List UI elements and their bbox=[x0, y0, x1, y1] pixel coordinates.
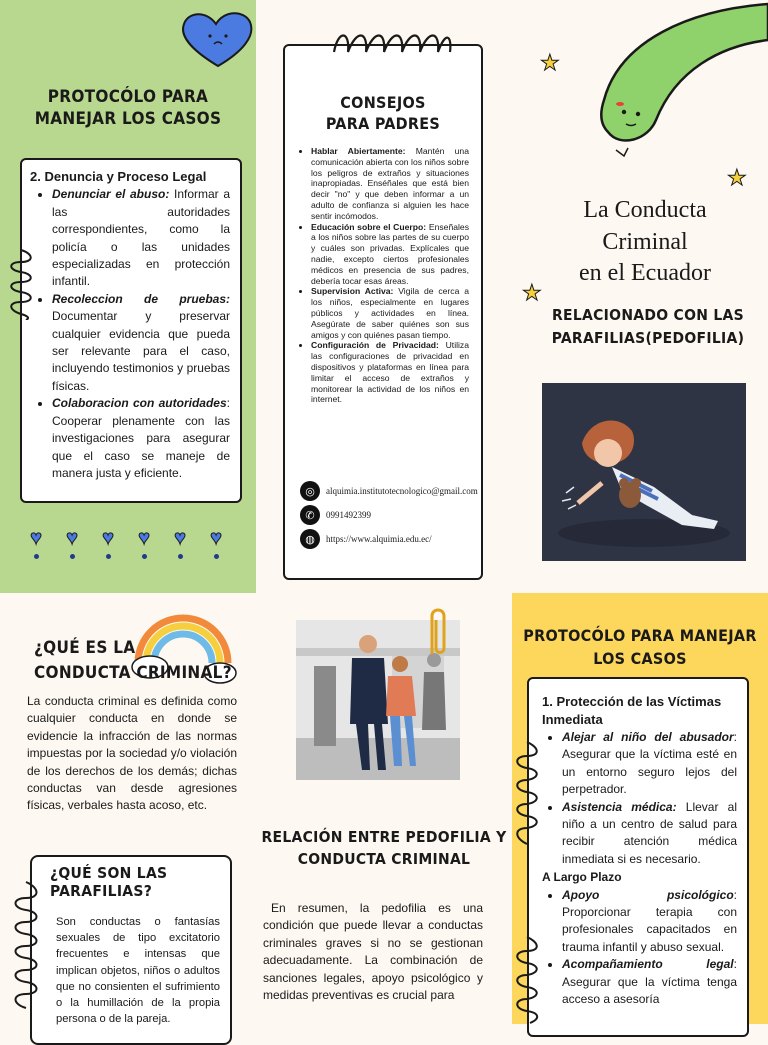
que-es-title-line1: ¿QUÉ ES LA bbox=[34, 638, 136, 658]
instagram-icon: ◎ bbox=[300, 481, 320, 501]
list-item: • Denunciar el abuso: Informar a las autoridades correspondientes, como la policía o las unidades especializadas en protección infantil. bbox=[52, 186, 230, 290]
spiral-binding-icon bbox=[10, 880, 42, 1010]
heart-icon: ♥ bbox=[30, 527, 42, 549]
snake-illustration bbox=[580, 0, 768, 175]
section-number: 2. bbox=[30, 169, 41, 184]
contact-phone[interactable]: ✆ 0991492399 bbox=[300, 505, 371, 525]
cover-title-line1: La Conducta bbox=[583, 197, 707, 223]
heart-icon: ♥ bbox=[210, 527, 222, 549]
parafilias-box bbox=[30, 855, 232, 1045]
que-es-body: La conducta criminal es definida como cualquier conducta en donde se evidencie la infracción de las normas impuestas por la sociedad y/o violación de los derechos de los demás; dichas conductas van desde agresiones físicas, verbales hasta acoso, etc. bbox=[27, 694, 237, 813]
heart-icon: ♥ bbox=[138, 527, 150, 549]
spiral-binding-icon bbox=[512, 935, 542, 1024]
consejos-title-line1: CONSEJOS bbox=[340, 93, 426, 112]
spiral-binding-icon bbox=[512, 740, 542, 850]
list-item: • Acompañamiento legal: Asegurar que la víctima tenga acceso a asesoría bbox=[562, 956, 737, 1008]
cover-subtitle-line2: PARAFILIAS(PEDOFILIA) bbox=[551, 329, 745, 347]
list-item: • Configuración de Privacidad: Utiliza las configuraciones de privacidad en dispositivos y plataformas en línea para limitar el acceso de extraños y monitorear la actividad de los niños en internet. bbox=[311, 340, 469, 405]
heart-face-icon bbox=[178, 8, 258, 72]
parafilias-body: Son conductas o fantasías sexuales de tipo excitatorio frecuentes e intensas que implican objetos, niños o adultos que no consienten el sufrimiento o la humillación de la propia persona o de la pareja. bbox=[56, 916, 220, 1026]
right-subheading: A Largo Plazo bbox=[542, 870, 622, 885]
list-item: • Alejar al niño del abusador: Asegurar que la víctima esté en un entorno seguro lejos del perpetrador. bbox=[562, 729, 737, 799]
right-section-title: 1. Protección de las Víctimas Inmediata bbox=[542, 694, 722, 727]
victim-protection-box bbox=[527, 677, 749, 1037]
paperclip-icon bbox=[424, 606, 448, 658]
cover-subtitle-line1: RELACIONADO CON LAS bbox=[552, 306, 744, 324]
list-item: • Colaboracion con autoridades: Cooperar plenamente con las investigaciones para asegurar que el caso se maneje de manera justa y eficiente. bbox=[52, 395, 230, 482]
right-title-line1: PROTOCÓLO PARA MANEJAR bbox=[523, 626, 757, 645]
relacion-body: En resumen, la pedofilia es una condición que puede llevar a conductas criminales graves si no se gestionan adecuadamente. La combinación de sanciones legales, apoyo psicológico y medidas preventivas es crucial para bbox=[263, 901, 483, 1003]
heart-icon: ♥ bbox=[66, 527, 78, 549]
list-item: • Asistencia médica: Llevar al niño a un centro de salud para recibir atención médica inmediata si es necesario. bbox=[562, 799, 737, 869]
list-item: • Supervision Activa: Vigila de cerca a los niños, especialmente en lugares públicos y actividades en línea. Asegúrate de saber quiénes son sus amigos y con quiénes pasan tiempo. bbox=[311, 286, 469, 340]
que-es-title-line2: CONDUCTA CRIMINAL? bbox=[34, 663, 232, 683]
legal-process-box bbox=[20, 158, 242, 503]
left-title-line1: PROTOCÓLO PARA bbox=[47, 87, 209, 107]
list-item: • Hablar Abiertamente: Mantén una comunicación abierta con los niños sobre los peligros de extraños y situaciones inapropiadas. Enséñales que está bien decir "no" y que deben informar a un adulto de confianza si alguien les hace sentir incómodos. bbox=[311, 146, 469, 222]
list-item: • Recoleccion de pruebas: Documentar y preservar cualquier evidencia que pueda ser relevante para el caso, incluyendo testimonios y pruebas físicas. bbox=[52, 291, 230, 395]
web-icon: ◍ bbox=[300, 529, 320, 549]
heart-icon: ♥ bbox=[102, 527, 114, 549]
relacion-title-line1: RELACIÓN ENTRE PEDOFILIA Y bbox=[261, 828, 507, 846]
left-title-line2: MANEJAR LOS CASOS bbox=[34, 109, 222, 129]
cover-title-line3: en el Ecuador bbox=[579, 260, 711, 286]
phone-icon: ✆ bbox=[300, 505, 320, 525]
star-icon: ★ bbox=[727, 165, 747, 190]
heart-row bbox=[18, 528, 234, 559]
star-icon: ★ bbox=[522, 280, 542, 305]
star-icon: ★ bbox=[540, 50, 560, 75]
consejos-title-line2: PARA PADRES bbox=[325, 114, 441, 133]
list-item: • Educación sobre el Cuerpo: Enseñales a los niños sobre las partes de su cuerpo y cuáles son privadas. Explícales que nadie, excepto ciertos profesionales médicos en presencia de sus padres, debería tocar esas áreas. bbox=[311, 222, 469, 287]
binding-coil-icon bbox=[330, 22, 455, 66]
spiral-binding-icon bbox=[6, 248, 36, 320]
relacion-title-line2: CONDUCTA CRIMINAL bbox=[297, 850, 471, 868]
contact-email[interactable]: ◎ alquimia.institutotecnologico@gmail.com bbox=[300, 481, 478, 501]
heart-icon: ♥ bbox=[174, 527, 186, 549]
parafilias-title: ¿QUÉ SON LAS PARAFILIAS? bbox=[50, 864, 168, 900]
contact-website[interactable]: ◍ https://www.alquimia.edu.ec/ bbox=[300, 529, 432, 549]
cover-title-line2: Criminal bbox=[602, 228, 688, 255]
crying-child-illustration bbox=[542, 383, 746, 561]
list-item: • Apoyo psicológico: Proporcionar terapia con profesionales capacitados en trauma infantil y abuso sexual. bbox=[562, 887, 737, 957]
section-title: Denuncia y Proceso Legal bbox=[44, 169, 207, 184]
right-title-line2: LOS CASOS bbox=[593, 649, 687, 668]
